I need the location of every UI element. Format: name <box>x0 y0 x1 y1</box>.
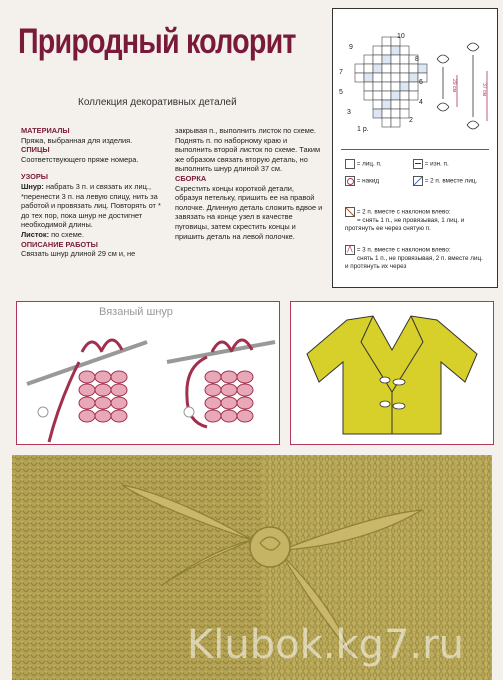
row-num-4: 4 <box>419 99 423 106</box>
mid-text-1: закрывая п., выполнить листок по схеме. Поднять п. по наборному краю и выполнить второй листок по схеме. Таким же образом связать вторую деталь, но выполнить шнур длиной 37 см. <box>175 126 321 174</box>
purl-symbol-icon <box>413 159 423 169</box>
dim-29: 29 см <box>451 79 457 92</box>
chart-cell <box>364 64 373 73</box>
materials-text: Пряжа, выбранная для изделия. <box>21 135 133 145</box>
chart-cell <box>355 64 364 73</box>
chart-cell <box>373 73 382 82</box>
chart-cell <box>382 37 391 46</box>
row-num-7: 7 <box>339 69 343 76</box>
leaf-text: по схеме. <box>51 229 84 239</box>
chart-cell <box>382 82 391 91</box>
chart-cell <box>364 91 373 100</box>
mid-text-2: Скрестить концы короткой детали, образуя петельку, пришить ее на правой полочке. Длинную деталь сложить вдвое и завязать на конце узел в качестве пуговицы, затем скрестить концы и пришить деталь на левой полочке. <box>175 183 323 241</box>
patterns-heading: УЗОРЫ <box>21 172 49 182</box>
legend-k2tog <box>413 176 477 186</box>
row-num-1: 1 р. <box>357 126 369 133</box>
chart-cell <box>400 100 409 109</box>
chart-cell <box>364 55 373 64</box>
chart-cell <box>391 73 400 82</box>
chart-cell <box>382 64 391 73</box>
chart-cell <box>382 118 391 127</box>
chart-panel <box>332 8 498 288</box>
chart-cell <box>382 109 391 118</box>
row-num-10: 10 <box>397 33 405 40</box>
chart-cell <box>391 118 400 127</box>
skp-symbol-icon <box>345 207 355 217</box>
assembly-heading: СБОРКА <box>175 173 207 183</box>
chart-cell <box>373 91 382 100</box>
chart-cell <box>373 46 382 55</box>
needles-text: Соответствующего пряже номера. <box>21 154 139 164</box>
work-heading: ОПИСАНИЕ РАБОТЫ <box>21 239 98 249</box>
yarn-over-icon <box>345 176 355 186</box>
row-num-5: 5 <box>339 89 343 96</box>
cord-paragraph <box>21 182 168 230</box>
chart-cell <box>373 64 382 73</box>
row-num-9: 9 <box>349 44 353 51</box>
chart-cell <box>382 55 391 64</box>
k2tog-symbol-icon <box>413 176 423 186</box>
jacket-illustration-panel <box>290 301 494 445</box>
row-num-3: 3 <box>347 109 351 116</box>
chart-cell <box>391 91 400 100</box>
cord-illustration-panel <box>16 301 280 445</box>
chart-cell <box>391 55 400 64</box>
chart-cell <box>400 73 409 82</box>
mid-column <box>175 126 323 241</box>
leaf-chart <box>333 9 497 141</box>
legend-s2kp-prefix: = 3 п. вместе с наклоном влево: <box>356 246 451 254</box>
knit-photo <box>12 455 492 680</box>
legend-s2kp-label: снять 1 п., не провязывая, 2 п. вместе лиц. и протянуть их через <box>345 255 483 270</box>
chart-cell <box>391 64 400 73</box>
chart-cell <box>364 73 373 82</box>
cord-label: Шнур: <box>21 181 44 191</box>
cord-illustration-title: Вязаный шнур <box>99 306 173 318</box>
cord-diagram-29 <box>437 55 449 111</box>
chart-cell <box>418 64 427 73</box>
row-num-6: 6 <box>419 79 423 86</box>
knit-symbol-icon <box>345 159 355 169</box>
chart-cell <box>400 109 409 118</box>
chart-cell <box>382 100 391 109</box>
dim-37: 37 см <box>481 83 487 96</box>
chart-cell <box>382 46 391 55</box>
materials-heading: МАТЕРИАЛЫ <box>21 126 70 135</box>
left-column <box>21 126 168 259</box>
jacket-illustration <box>291 302 493 444</box>
chart-cell <box>391 46 400 55</box>
leaf-paragraph <box>21 230 168 240</box>
chart-cell <box>373 55 382 64</box>
legend-k2tog-label: = 2 п. вместе лиц. <box>424 177 478 185</box>
chart-cell <box>400 82 409 91</box>
chart-cell <box>382 73 391 82</box>
chart-cell <box>400 46 409 55</box>
chart-cell <box>400 64 409 73</box>
legend-knit-label: = лиц. п. <box>356 160 382 168</box>
chart-cell <box>400 55 409 64</box>
legend-purl-label: = изн. п. <box>424 160 449 168</box>
legend-skp <box>345 207 485 233</box>
chart-cell <box>391 100 400 109</box>
chart-cell <box>355 73 364 82</box>
work-text: Связать шнур длиной 29 см и, не <box>21 249 136 259</box>
row-num-8: 8 <box>415 56 419 63</box>
page-title: Природный колорит <box>18 22 296 61</box>
s2kp-symbol-icon: ⋀ <box>345 245 355 255</box>
chart-cell <box>400 91 409 100</box>
cord-diagram-37 <box>467 43 479 129</box>
chart-cell <box>391 109 400 118</box>
needles-heading: СПИЦЫ <box>21 145 50 155</box>
legend-knit <box>345 159 382 169</box>
watermark: Klubok.kg7.ru <box>187 622 464 668</box>
legend-skp-label: = снять 1 п., не провязывая, 1 лиц. и протянуть ее через снятую п. <box>345 217 465 232</box>
chart-cell <box>409 91 418 100</box>
chart-cell <box>373 100 382 109</box>
chart-cell <box>373 82 382 91</box>
chart-cell <box>409 64 418 73</box>
legend-yo-label: = накид <box>356 177 380 185</box>
row-num-2: 2 <box>409 117 413 124</box>
page-subtitle: Коллекция декоративных деталей <box>78 97 237 108</box>
legend-s2kp <box>345 245 485 271</box>
leaf-label: Листок: <box>21 229 50 239</box>
chart-cell <box>409 73 418 82</box>
legend-purl <box>413 159 449 169</box>
cord-illustration <box>17 302 279 444</box>
chart-cell <box>409 82 418 91</box>
chart-cell <box>373 109 382 118</box>
chart-cell <box>364 82 373 91</box>
legend-yo <box>345 176 379 186</box>
chart-cell <box>382 91 391 100</box>
cord-text: набрать 3 п. и связать их лиц., *перенести 3 п. на левую спицу, нить за работой и провязать лиц. Повторять от * до тех пор, пока шнур не достигнет необходимой длины. <box>21 181 161 230</box>
chart-cell <box>391 82 400 91</box>
legend-skp-prefix: = 2 п. вместе с наклоном влево: <box>356 208 451 216</box>
